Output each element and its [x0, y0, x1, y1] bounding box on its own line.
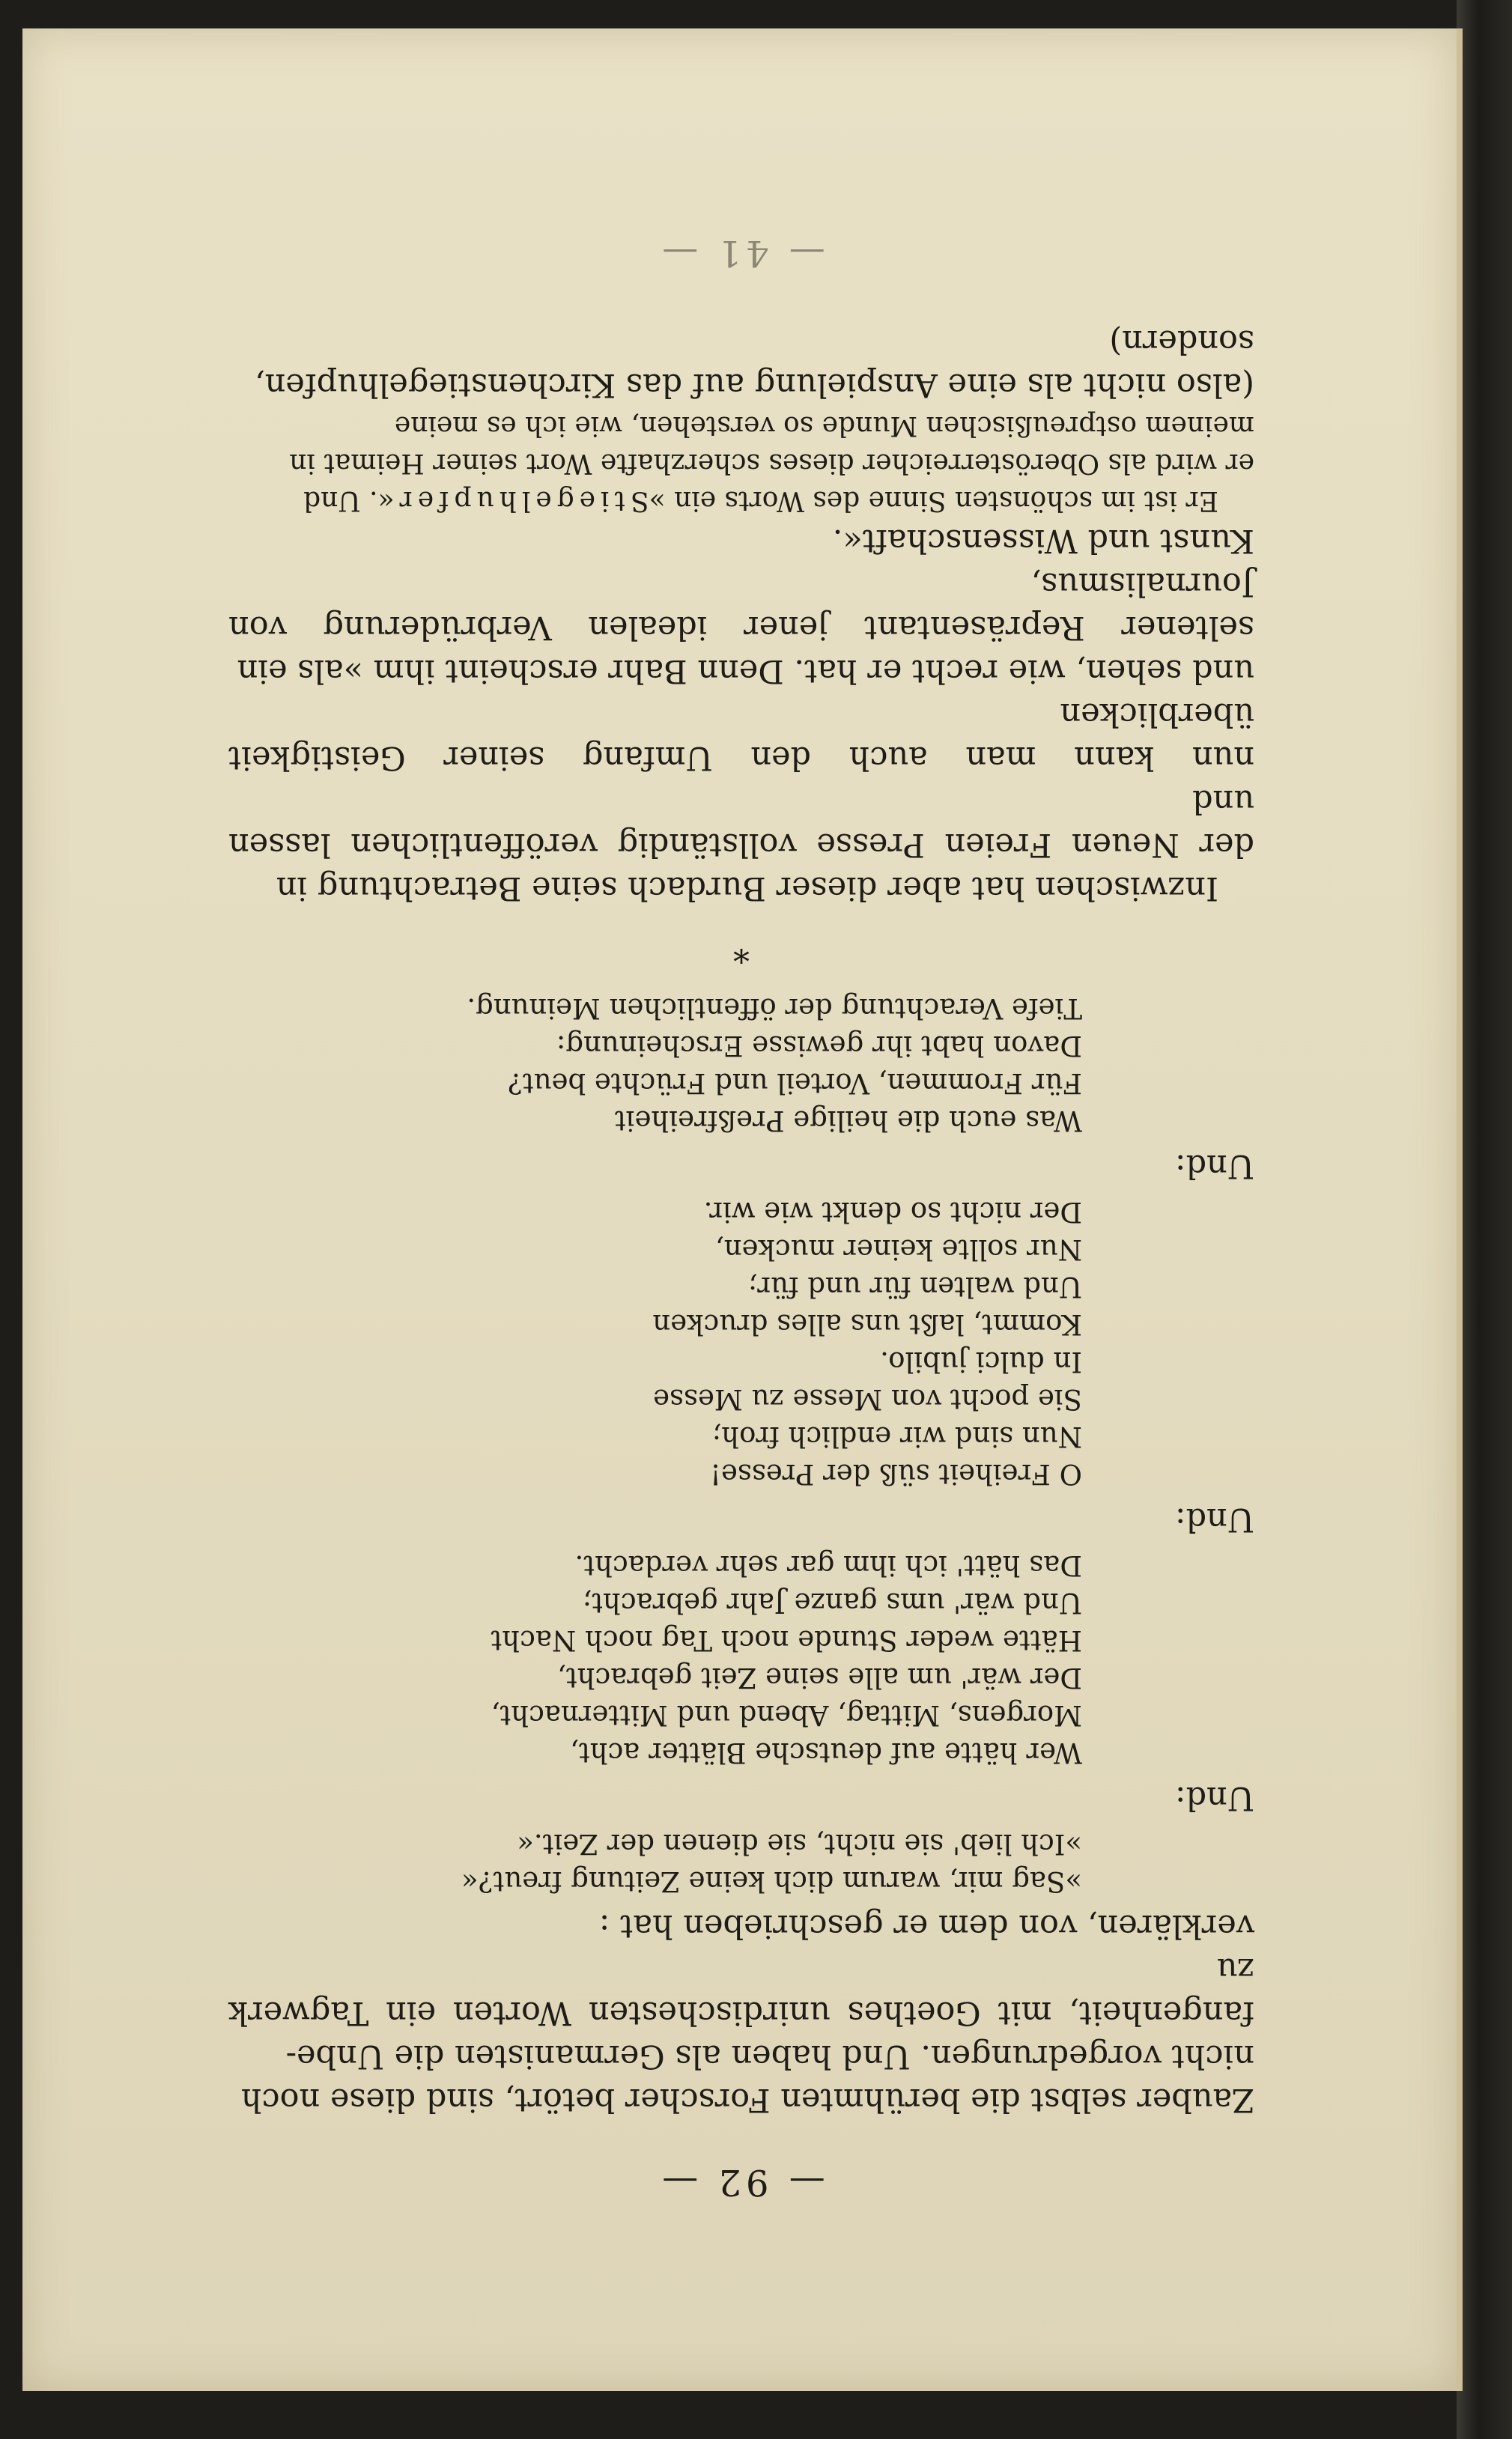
text-line: der Neuen Freien Presse vollständig veröffentlichen lassen und — [228, 783, 1254, 863]
verse-line: Kommt, laßt uns alles drucken — [652, 1308, 1082, 1340]
section-separator: * — [733, 931, 750, 969]
verse-line: Der nicht so denkt wie wir. — [703, 1196, 1082, 1228]
text-line: Inzwischen hat aber dieser Burdach seine Betrachtung in — [276, 869, 1218, 907]
verse-line: »Sag mir, warum dich keine Zeitung freut?« — [461, 1865, 1082, 1898]
text-line: verklären, von dem er geschrieben hat : — [598, 1907, 1254, 1945]
verse-line: Für Frommen, Vorteil und Früchte beut? — [508, 1067, 1082, 1099]
footnote-suffix: «. Und — [303, 485, 395, 516]
bottom-page-number: — 41 — — [658, 232, 825, 274]
opening-paragraph — [228, 1904, 1254, 2121]
text-line: Zauber selbst die berühmten Forscher betört, sind diese noch — [240, 2081, 1254, 2118]
footnote-line: meinem ostpreußischen Munde so verstehen, wie ich es meine — [394, 410, 1254, 441]
text-line: nun kann man auch den Umfang seiner Geistigkeit überblicken — [228, 696, 1254, 777]
verse-line: Sie pocht von Messe zu Messe — [653, 1383, 1082, 1415]
verse-line: Davon habt ihr gewisse Erscheinung: — [556, 1030, 1082, 1062]
verse-line: Morgens, Mittag, Abend und Mitternacht, — [491, 1699, 1082, 1731]
verse-line: In dulci jubilo. — [880, 1346, 1082, 1378]
verse-line: Nur sollte keiner mucken, — [715, 1233, 1082, 1266]
footnote-line — [228, 482, 1254, 519]
text-line: und sehen, wie recht er hat. Denn Bahr erscheint ihm »als ein — [237, 652, 1254, 690]
verse-line: Und walten für und für; — [747, 1271, 1082, 1303]
footnote-line: (also nicht als eine Anspielung auf das Kirchenstiegelhupfen, — [254, 366, 1254, 404]
page-number: — 92 — — [658, 2161, 825, 2203]
footnote — [228, 320, 1254, 519]
footnote-line: sondern) — [1109, 323, 1254, 360]
text-line: Kunst und Wissenschaft«. — [832, 522, 1254, 559]
verse-line: Der wär' um alle seine Zeit gebracht, — [557, 1662, 1082, 1694]
und-label: Und: — [1175, 1147, 1254, 1185]
text-line: seltener Repräsentant jener idealen Verbrüderung von Journalismus, — [228, 565, 1254, 646]
und-label: Und: — [1175, 1501, 1254, 1538]
text-line: fangenheit, mit Goethes unirdischesten Worten ein Tagwerk zu — [228, 1951, 1254, 2032]
und-label: Und: — [1175, 1779, 1254, 1817]
verse-line: Das hätt' ich ihm gar sehr verdacht. — [574, 1549, 1082, 1582]
text-line: nicht vorgedrungen. Und haben als Germanisten die Unbe- — [285, 2038, 1254, 2075]
poem-1 — [228, 1546, 1082, 1771]
footnote-line: er wird als Oberösterreicher dieses scherzhafte Wort seiner Heimat in — [289, 448, 1254, 479]
poem-2 — [228, 1193, 1082, 1492]
footnote-prefix: Er ist im schönsten Sinne des Worts ein » — [649, 485, 1218, 516]
quote-goethe — [228, 1825, 1082, 1900]
upside-down-content — [22, 28, 1457, 2391]
verse-line: Tiefe Verachtung der öffentlichen Meinung. — [467, 992, 1082, 1024]
verse-line: Wer hätte auf deutsche Blätter acht, — [570, 1737, 1082, 1769]
book-spine — [1457, 0, 1512, 2439]
text-column — [228, 192, 1254, 2204]
verse-line: »Ich lieb' sie nicht, sie dienen der Zeit.« — [517, 1828, 1082, 1860]
verse-line: Hätte weder Stunde noch Tag noch Nacht — [491, 1624, 1082, 1656]
book-page — [22, 28, 1463, 2391]
spaced-word: Stiegelhupfer — [394, 485, 649, 516]
verse-line: Was euch die heilige Preßfreiheit — [614, 1105, 1082, 1137]
verse-line: Und wär' ums ganze Jahr gebracht; — [582, 1587, 1082, 1619]
verse-line: Nun sind wir endlich froh; — [711, 1421, 1082, 1453]
verse-line: O Freiheit süß der Presse! — [710, 1458, 1082, 1490]
closing-paragraph — [228, 519, 1254, 910]
poem-3 — [228, 989, 1082, 1139]
